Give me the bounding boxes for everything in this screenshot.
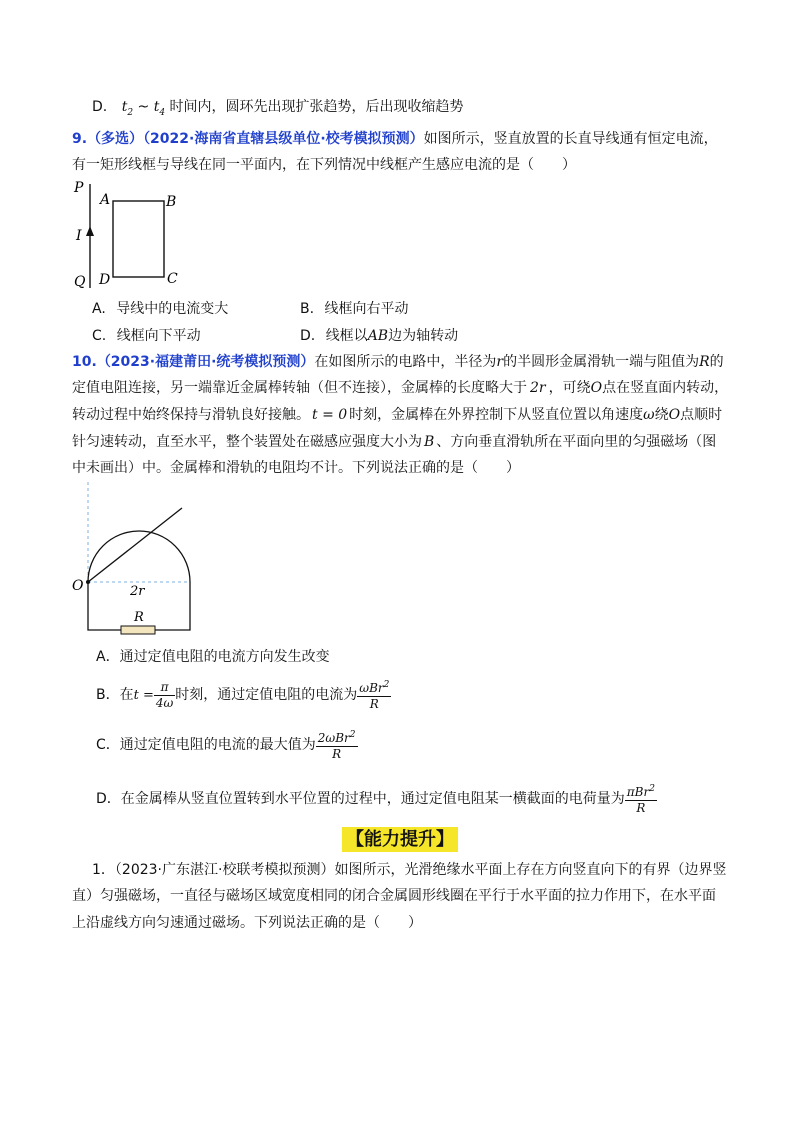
label-d: D (99, 272, 111, 288)
q10-stem-line4 (72, 432, 716, 452)
q10-stem-line3 (72, 405, 722, 425)
option-label: C. (92, 328, 107, 344)
current-arrow-icon (86, 226, 94, 236)
option-text: 通过定值电阻的电流的最大值为 (119, 737, 316, 753)
option-text: 线框向右平动 (324, 301, 409, 317)
question-stem: 在如图所示的电路中，半径为 (314, 354, 497, 370)
question-stem: 的 (709, 354, 724, 370)
q9-option-a[interactable] (92, 299, 228, 319)
q1-stem-line2 (72, 886, 716, 906)
question-stem: 点顺时 (680, 407, 723, 423)
question-stem: 的半圆形金属滑轨一端与阻值为 (503, 354, 700, 370)
option-variable: AB (367, 328, 389, 344)
label-a: A (100, 192, 111, 208)
q9-stem-line2 (72, 155, 576, 175)
option-text: 通过定值电阻的电流方向发生改变 (119, 649, 330, 665)
variable-R: R (699, 354, 710, 370)
question-stem: 绕 (654, 407, 669, 423)
question-number: 1． (92, 862, 115, 878)
label-c: C (167, 271, 178, 287)
fraction-denominator: R (369, 697, 379, 711)
option-text: 在金属棒从竖直位置转到水平位置的过程中，通过定值电阻某一横截面的电荷量为 (120, 791, 625, 807)
option-label: A． (96, 649, 120, 665)
option-label: D. (300, 328, 316, 344)
question-number: 9. (72, 131, 88, 147)
time-variable: t (121, 99, 128, 115)
answer-fraction (625, 782, 657, 816)
q10-option-b[interactable] (96, 678, 391, 713)
option-label: C． (96, 737, 120, 753)
time-equals: t = (133, 688, 154, 703)
variable-2r: 2r (530, 380, 546, 396)
q9-option-b[interactable] (300, 299, 409, 319)
numerator-text: 2ωBr (317, 731, 350, 745)
label-2r: 2r (130, 584, 145, 599)
question-stem: 、方向垂直滑轨所在平面向里的匀强磁场（图 (436, 434, 717, 450)
label-i: I (76, 228, 82, 244)
question-stem: 如图所示，竖直放置的长直导线通有恒定电流， (423, 131, 718, 147)
question-stem: （2023·广东湛江·校联考模拟预测）如图所示，光滑绝缘水平面上存在方向竖直向下的有界（边界竖 (114, 862, 727, 878)
question-stem: 点在竖直面内转动， (602, 380, 729, 396)
numerator-text: ωBr (359, 681, 384, 695)
question-stem: 上沿虚线方向匀速通过磁场。下列说法正确的是（ ） (72, 915, 422, 931)
label-o: O (72, 578, 84, 594)
q1-stem-line3 (72, 913, 422, 933)
option-text: 导线中的电流变大 (116, 301, 229, 317)
fraction-numerator (625, 782, 657, 801)
fraction-denominator: R (636, 801, 646, 815)
q9-stem-line1 (72, 129, 718, 149)
question-stem: 定值电阻连接，另一端靠近金属棒转轴（但不连接），金属棒的长度略大于 (72, 380, 527, 396)
fraction-numerator: π (154, 680, 175, 696)
question-stem: ，可绕 (548, 380, 591, 396)
variable-B: B (424, 434, 435, 450)
prev-option-d (92, 97, 464, 123)
question-stem: 转动过程中始终保持与滑轨良好接触。 (72, 407, 310, 423)
option-label: D． (96, 791, 121, 807)
answer-fraction (316, 728, 358, 762)
variable-r: r (496, 354, 504, 370)
question-source: （2022·海南省直辖县级单位·校考模拟预测） (143, 131, 424, 147)
question-source: （2023·福建莆田·统考模拟预测） (96, 354, 315, 370)
fraction-numerator (357, 678, 391, 697)
question-stem: 直）匀强磁场，一直径与磁场区域宽度相同的闭合金属圆形线圈在平行于水平面的拉力作用下，在水平面 (72, 888, 716, 904)
variable-O: O (668, 407, 681, 423)
option-text: 边为轴转动 (388, 328, 459, 344)
q10-option-a[interactable] (96, 647, 330, 667)
q9-option-d[interactable] (300, 326, 458, 346)
fraction-denominator: R (332, 747, 342, 761)
option-text: 在 (119, 687, 134, 703)
resistor (121, 626, 155, 634)
time-variable: t (153, 99, 160, 115)
time-subscript: 4 (159, 107, 166, 118)
section-title-text: 【能力提升】 (342, 827, 458, 852)
option-label: D. (92, 99, 108, 115)
rectangular-loop (113, 201, 164, 277)
question-stem: 有一矩形线框与导线在同一平面内，在下列情况中线框产生感应电流的是（ ） (72, 157, 576, 173)
q10-option-c[interactable] (96, 728, 358, 762)
question-number: 10. (72, 354, 97, 370)
option-label: A. (92, 301, 106, 317)
option-text: 线框向下平动 (116, 328, 201, 344)
option-label: B． (96, 687, 120, 703)
q10-stem-line2 (72, 378, 728, 398)
metal-rod (88, 508, 182, 582)
label-q: Q (74, 274, 86, 290)
time-zero: t = 0 (312, 407, 348, 423)
label-b: B (166, 194, 177, 210)
question-stem: 中未画出）中。金属棒和滑轨的电阻均不计。下列说法正确的是（ ） (72, 460, 520, 476)
option-text: 线框以 (325, 328, 368, 344)
variable-omega: ω (643, 407, 655, 423)
q1-stem-line1 (92, 860, 726, 880)
exponent: 2 (349, 730, 356, 740)
option-text: 时刻，通过定值电阻的电流为 (175, 687, 358, 703)
q10-option-d[interactable] (96, 782, 657, 816)
label-p: P (74, 180, 84, 196)
section-title (0, 825, 800, 851)
q10-stem-line1 (72, 352, 724, 372)
time-fraction (154, 680, 175, 711)
q10-circuit-figure (68, 478, 218, 638)
option-label: B. (300, 301, 315, 317)
semicircle-rail (88, 531, 190, 582)
answer-fraction (357, 678, 391, 712)
q10-stem-line5 (72, 458, 520, 478)
q9-figure (68, 176, 198, 296)
q9-option-c[interactable] (92, 326, 201, 346)
exponent: 2 (649, 784, 655, 794)
option-text: 时间内，圆环先出现扩张趋势，后出现收缩趋势 (169, 99, 464, 115)
variable-O: O (590, 380, 603, 396)
numerator-text: πBr (626, 785, 650, 799)
question-stem: 时刻，金属棒在外界控制下从竖直位置以角速度 (349, 407, 644, 423)
fraction-numerator (316, 728, 358, 747)
fraction-denominator: 4ω (155, 695, 174, 710)
question-stem: 针匀速转动，直至水平，整个装置处在磁感应强度大小为 (72, 434, 422, 450)
time-subscript: 2 (127, 107, 134, 118)
multi-select-tag: （多选） (87, 131, 144, 147)
exponent: 2 (383, 680, 390, 690)
label-r: R (134, 610, 144, 625)
tilde-symbol: ~ (137, 99, 150, 115)
